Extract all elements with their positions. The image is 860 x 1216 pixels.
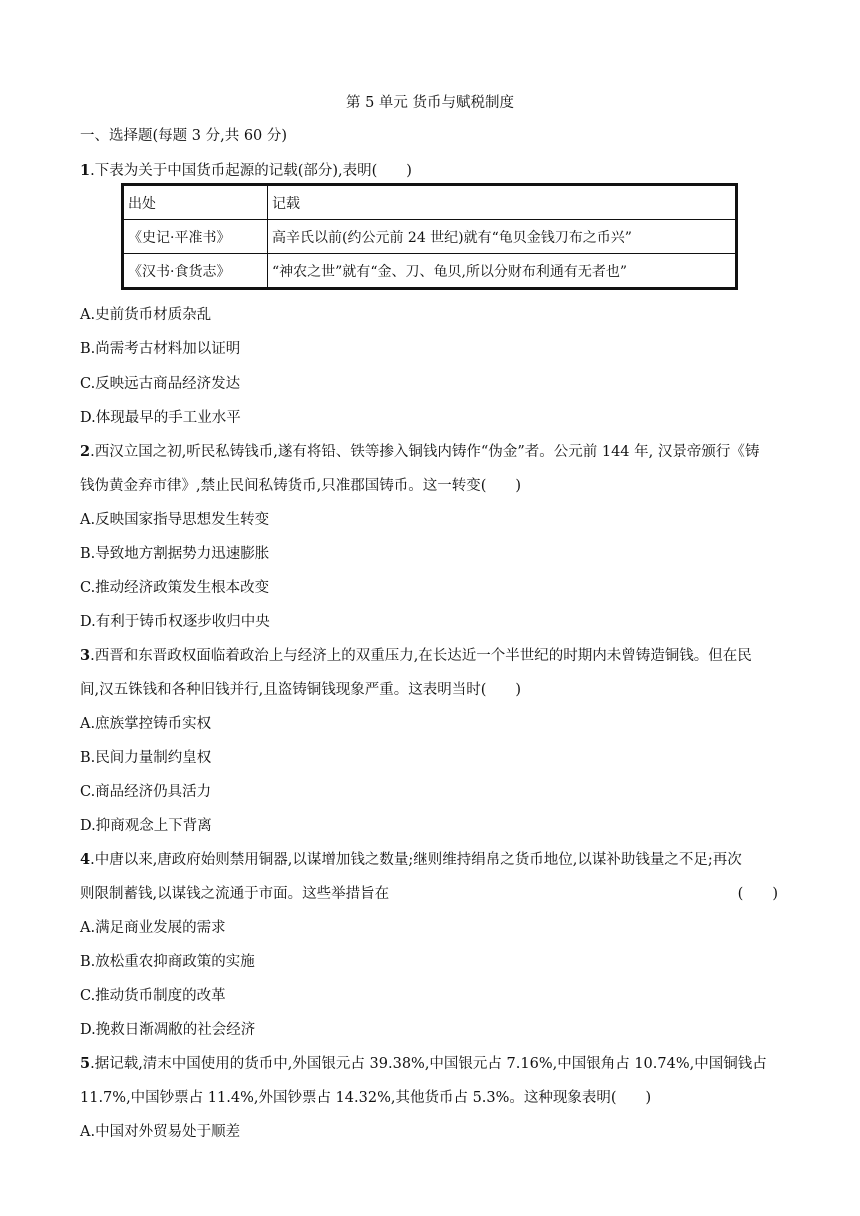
table-cell: 高辛氏以前(约公元前 24 世纪)就有“龟贝金钱刀布之币兴” bbox=[268, 220, 737, 254]
option-b: B.导致地方割据势力迅速膨胀 bbox=[80, 546, 270, 562]
question-number: 3 bbox=[80, 647, 91, 664]
question-4-stem-cont: 则限制蓄钱,以谋钱之流通于市面。这些举措旨在 bbox=[80, 886, 390, 902]
option-c: C.推动货币制度的改革 bbox=[80, 988, 226, 1004]
question-3-stem-cont: 间,汉五铢钱和各种旧钱并行,且盗铸铜钱现象严重。这表明当时( ) bbox=[80, 682, 522, 698]
option-c: C.推动经济政策发生根本改变 bbox=[80, 580, 270, 596]
table-row bbox=[123, 220, 737, 254]
table-header-cell: 出处 bbox=[123, 185, 268, 220]
unit-title: 第 5 单元 货币与赋税制度 bbox=[345, 95, 515, 111]
option-d: D.体现最早的手工业水平 bbox=[80, 410, 241, 426]
question-5-stem-cont: 11.7%,中国钞票占 11.4%,外国钞票占 14.32%,其他货币占 5.3%。这种现象表明( ) bbox=[80, 1090, 652, 1106]
question-number: 2 bbox=[80, 443, 91, 460]
table-cell: “神农之世”就有“金、刀、龟贝,所以分财布利通有无者也” bbox=[268, 254, 737, 289]
table-row bbox=[123, 254, 737, 289]
option-a: A.反映国家指导思想发生转变 bbox=[80, 512, 270, 528]
option-c: C.反映远古商品经济发达 bbox=[80, 376, 241, 392]
table-header-row bbox=[123, 185, 737, 220]
question-number: 4 bbox=[80, 851, 91, 868]
question-number: 5 bbox=[80, 1055, 91, 1072]
source-table bbox=[121, 183, 738, 290]
option-a: A.庶族掌控铸币实权 bbox=[80, 716, 212, 732]
question-text: .西汉立国之初,听民私铸钱币,遂有将铅、铁等掺入铜钱内铸作“伪金”者。公元前 144 年, 汉景帝颁行《铸 bbox=[90, 444, 760, 460]
option-d: D.抑商观念上下背离 bbox=[80, 818, 212, 834]
answer-paren: ( ) bbox=[737, 886, 778, 902]
question-1-stem bbox=[80, 159, 412, 180]
table-cell: 《史记·平准书》 bbox=[123, 220, 268, 254]
question-text: .西晋和东晋政权面临着政治上与经济上的双重压力,在长达近一个半世纪的时期内未曾铸造铜钱。但在民 bbox=[90, 648, 752, 664]
option-b: B.放松重农抑商政策的实施 bbox=[80, 954, 255, 970]
option-a: A.史前货币材质杂乱 bbox=[80, 307, 212, 323]
question-text: .中唐以来,唐政府始则禁用铜器,以谋增加钱之数量;继则维持绢帛之货币地位,以谋补助钱量之不足;再次 bbox=[90, 852, 742, 868]
question-4-stem bbox=[80, 848, 742, 869]
question-text: .下表为关于中国货币起源的记载(部分),表明( ) bbox=[90, 163, 412, 179]
question-5-stem bbox=[80, 1052, 767, 1073]
option-a: A.中国对外贸易处于顺差 bbox=[80, 1124, 241, 1140]
table-cell: 《汉书·食货志》 bbox=[123, 254, 268, 289]
table-header-cell: 记载 bbox=[268, 185, 737, 220]
option-b: B.尚需考古材料加以证明 bbox=[80, 341, 241, 357]
section-heading: 一、选择题(每题 3 分,共 60 分) bbox=[80, 128, 288, 144]
question-3-stem bbox=[80, 644, 752, 665]
option-a: A.满足商业发展的需求 bbox=[80, 920, 226, 936]
question-2-stem-cont: 钱伪黄金弃市律》,禁止民间私铸货币,只准郡国铸币。这一转变( ) bbox=[80, 478, 522, 494]
question-2-stem bbox=[80, 440, 759, 461]
option-d: D.有利于铸币权逐步收归中央 bbox=[80, 614, 270, 630]
option-c: C.商品经济仍具活力 bbox=[80, 784, 212, 800]
question-number: 1 bbox=[80, 162, 91, 179]
option-b: B.民间力量制约皇权 bbox=[80, 750, 212, 766]
option-d: D.挽救日渐凋敝的社会经济 bbox=[80, 1022, 256, 1038]
question-text: .据记载,清末中国使用的货币中,外国银元占 39.38%,中国银元占 7.16%,中国银角占 10.74%,中国铜钱占 bbox=[90, 1056, 767, 1072]
